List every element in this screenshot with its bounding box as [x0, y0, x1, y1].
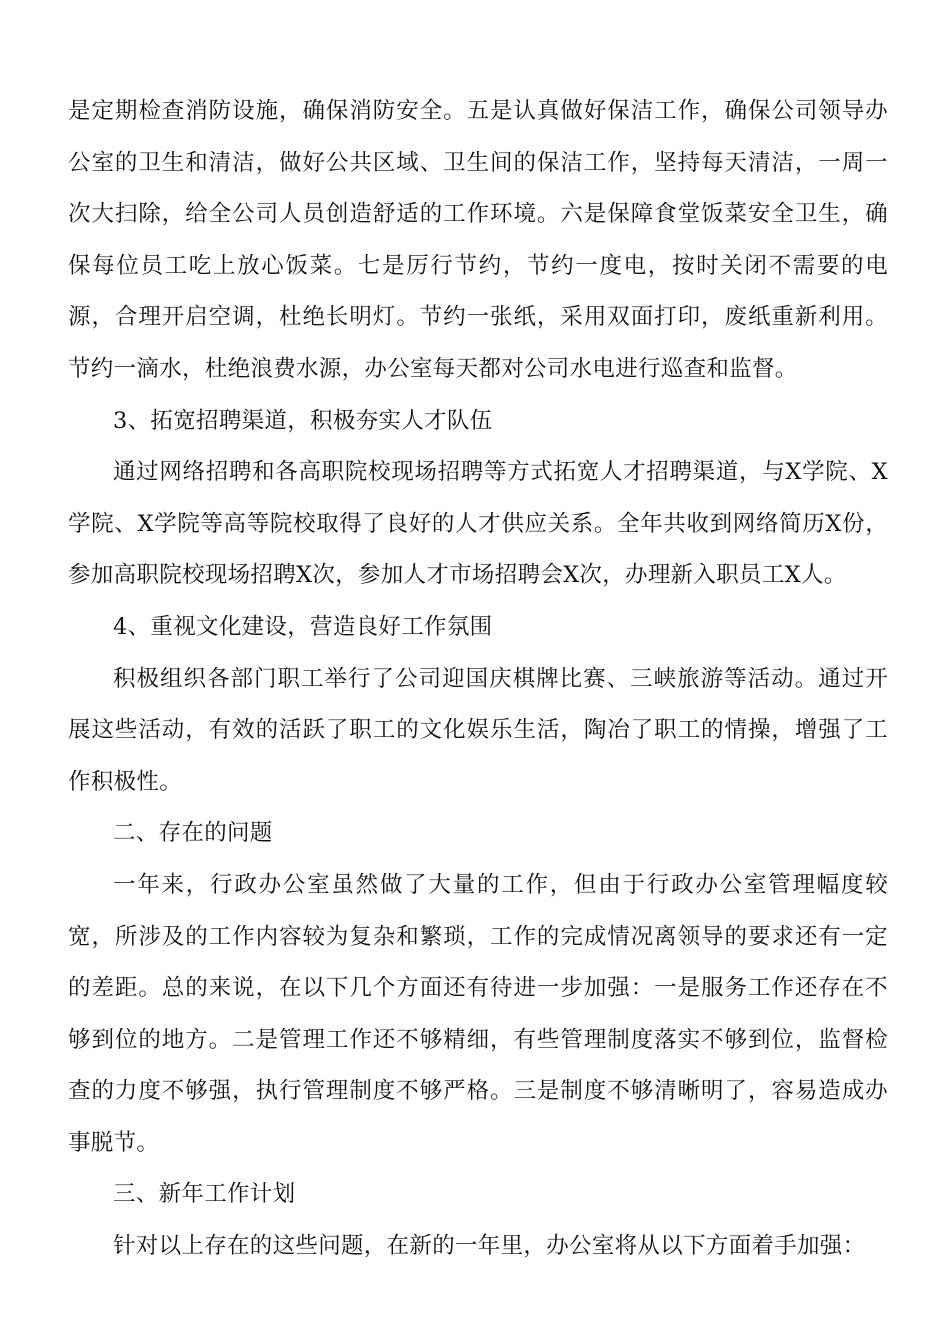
- document-body: [68, 86, 888, 1273]
- paragraph-safety-cleaning-saving: 是定期检查消防设施，确保消防安全。五是认真做好保洁工作，确保公司领导办公室的卫生和清洁，做好公共区域、卫生间的保洁工作，坚持每天清洁，一周一次大扫除，给全公司人员创造舒适的工作环境。六是保障食堂饭菜安全卫生，确保每位员工吃上放心饭菜。七是厉行节约，节约一度电，按时关闭不需要的电源，合理开启空调，杜绝长明灯。节约一张纸，采用双面打印，废纸重新利用。节约一滴水，杜绝浪费水源，办公室每天都对公司水电进行巡查和监督。: [68, 98, 888, 382]
- paragraph-recruitment: 通过网络招聘和各高职院校现场招聘等方式拓宽人才招聘渠道，与X学院、X学院、X学院等高等院校取得了良好的人才供应关系。全年共收到网络简历X份，参加高职院校现场招聘X次，参加人才市场招聘会X次，办理新入职员工X人。: [68, 459, 888, 589]
- paragraph-new-year-plan: 针对以上存在的这些问题，在新的一年里，办公室将从以下方面着手加强：: [113, 1233, 866, 1260]
- paragraph-problems: 一年来，行政办公室虽然做了大量的工作，但由于行政办公室管理幅度较宽，所涉及的工作内容较为复杂和繁琐，工作的完成情况离领导的要求还有一定的差距。总的来说，在以下几个方面还有待进一步加强：一是服务工作还存在不够到位的地方。二是管理工作还不够精细，有些管理制度落实不够到位，监督检查的力度不够强，执行管理制度不够严格。三是制度不够清晰明了，容易造成办事脱节。: [68, 871, 888, 1156]
- heading-new-year-plan: 三、新年工作计划: [113, 1181, 296, 1208]
- heading-recruitment: 3、拓宽招聘渠道，积极夯实人才队伍: [113, 407, 493, 434]
- heading-culture: 4、重视文化建设，营造良好工作氛围: [113, 613, 493, 640]
- paragraph-culture: 积极组织各部门职工举行了公司迎国庆棋牌比赛、三峡旅游等活动。通过开展这些活动，有效的活跃了职工的文化娱乐生活，陶冶了职工的情操，增强了工作积极性。: [68, 665, 888, 795]
- heading-problems: 二、存在的问题: [113, 820, 273, 847]
